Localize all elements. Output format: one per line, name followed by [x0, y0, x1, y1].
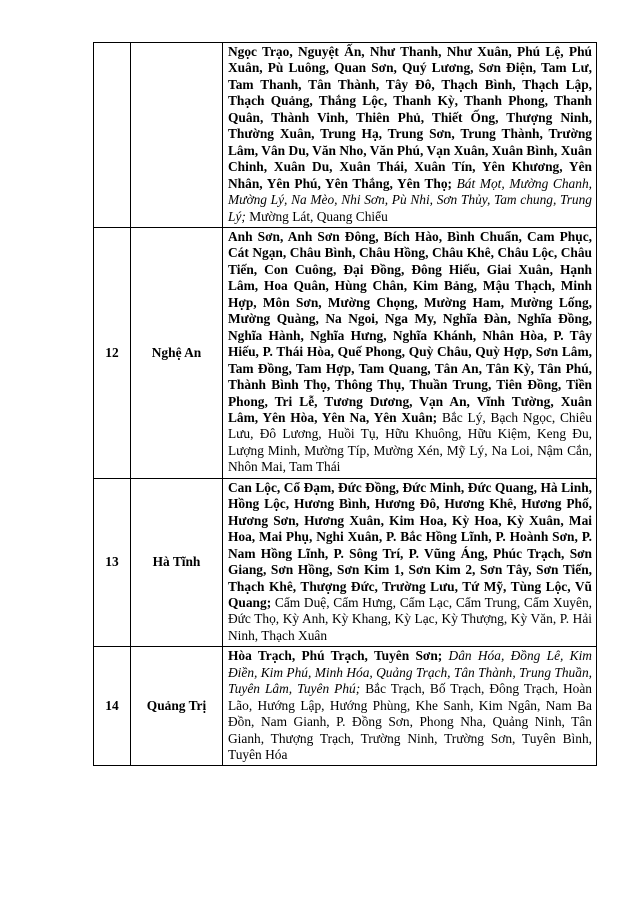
commune-segment-bold: Anh Sơn, Anh Sơn Đông, Bích Hào, Bình Chuẩn, Cam Phục, Cát Ngạn, Châu Bình, Châu Hồng, Châu Khê, Châu Lộc, Châu Tiến, Con Cuông, Đại Đồng, Đông Hiếu, Giai Xuân, Hạnh Lâm, Hoa Quân, Hùng Chân, Kim Bảng, Mậu Thạch, Minh Hợp, Môn Sơn, Mường Chọng, Mường Ham, Mường Lống, Mường Quàng, Na Ngoi, Nga My, Nghĩa Đàn, Nghĩa Đồng, Nghĩa Hành, Nghĩa Hưng, Nghĩa Khánh, Nhân Hòa, P. Tây Hiếu, P. Thái Hòa, Quế Phong, Quỳ Châu, Quỳ Hợp, Sơn Lâm, Tam Đồng, Tam Hợp, Tam Quang, Tân An, Tân Kỳ, Tân Phú, Thành Bình Thọ, Thông Thụ, Thuần Trung, Tiên Đồng, Tiền Phong, Tri Lễ, Tương Dương, Vạn An, Vĩnh Tường, Xuân Lâm, Yên Hòa, Yên Na, Yên Xuân; — [228, 228, 592, 425]
table-row — [94, 478, 597, 647]
commune-list-cell — [223, 647, 597, 766]
commune-segment-italic: Dân Hóa, Đồng Lê, Kim Điền, Kim Phú, Minh Hóa, Quảng Trạch, Tân Thành, Trung Thuần, Tuyên Lâm, Tuyên Phú; — [228, 648, 592, 697]
commune-segment-regular: Mường Lát, Quang Chiểu — [249, 208, 388, 224]
province-name-cell: Nghệ An — [131, 227, 223, 478]
row-number-cell — [94, 43, 131, 228]
commune-segment-regular: Bắc Trạch, Bố Trạch, Đông Trạch, Hoàn Lão, Hướng Lập, Hướng Phùng, Khe Sanh, Kim Ngân, Nam Ba Đồn, Nam Gianh, P. Đồng Sơn, Phong Nha, Quảng Ninh, Tân Gianh, Thượng Trạch, Trường Ninh, Trường Sơn, Tuyên Bình, Tuyên Hóa — [228, 681, 592, 763]
commune-segment-bold: Hòa Trạch, Phú Trạch, Tuyên Sơn; — [228, 648, 443, 664]
commune-segment-bold: Can Lộc, Cổ Đạm, Đức Đồng, Đức Minh, Đức Quang, Hà Linh, Hồng Lộc, Hương Bình, Hương Đô, Hương Khê, Hương Phố, Hương Sơn, Hương Xuân, Kim Hoa, Kỳ Hoa, Kỳ Xuân, Mai Hoa, Mai Phụ, Nghi Xuân, P. Bắc Hồng Lĩnh, P. Hoành Sơn, P. Nam Hồng Lĩnh, P. Sông Trí, P. Vũng Áng, Phúc Trạch, Sơn Giang, Sơn Hồng, Sơn Kim 1, Sơn Kim 2, Sơn Tây, Sơn Tiến, Thạch Khê, Thượng Đức, Trường Lưu, Tứ Mỹ, Tùng Lộc, Vũ Quang; — [228, 479, 592, 610]
commune-list-cell — [223, 227, 597, 478]
row-number-cell: 14 — [94, 647, 131, 766]
province-name-cell: Hà Tĩnh — [131, 478, 223, 647]
row-number-cell: 12 — [94, 227, 131, 478]
table-row — [94, 647, 597, 766]
province-name-cell: Quảng Trị — [131, 647, 223, 766]
table-row — [94, 43, 597, 228]
commune-segment-regular: Cẩm Duệ, Cẩm Hưng, Cẩm Lạc, Cẩm Trung, Cẩm Xuyên, Đức Thọ, Kỳ Anh, Kỳ Khang, Kỳ Lạc, Kỳ Thượng, Kỳ Văn, P. Hải Ninh, Thạch Xuân — [228, 594, 592, 643]
province-name-cell — [131, 43, 223, 228]
commune-list-cell — [223, 43, 597, 228]
row-number-cell: 13 — [94, 478, 131, 647]
commune-segment-italic: Bát Mọt, Mường Chanh, Mường Lý, Na Mèo, Nhi Sơn, Pù Nhi, Sơn Thủy, Tam chung, Trung Lý; — [228, 175, 592, 224]
province-table — [93, 42, 597, 766]
commune-list-cell — [223, 478, 597, 647]
commune-segment-regular: Bắc Lý, Bạch Ngọc, Chiêu Lưu, Đô Lương, Huồi Tụ, Hữu Khuông, Hữu Kiệm, Keng Đu, Lượng Minh, Mường Típ, Mường Xén, Mỹ Lý, Na Loi, Nậm Cắn, Nhôn Mai, Tam Thái — [228, 409, 592, 475]
commune-segment-bold: Ngọc Trạo, Nguyệt Ấn, Như Thanh, Như Xuân, Phú Lệ, Phú Xuân, Pù Luông, Quan Sơn, Quý Lương, Sơn Điện, Tam Lư, Tam Thanh, Tân Thành, Tây Đô, Thạch Bình, Thạch Lập, Thạch Quảng, Thắng Lộc, Thanh Kỳ, Thanh Phong, Thanh Quân, Thành Vinh, Thiên Phủ, Thiết Ống, Thượng Ninh, Thường Xuân, Trung Hạ, Trung Sơn, Trung Thành, Trường Lâm, Vân Du, Văn Nho, Văn Phú, Vạn Xuân, Xuân Bình, Xuân Chinh, Xuân Du, Xuân Thái, Xuân Tín, Yên Khương, Yên Nhân, Yên Phú, Yên Thắng, Yên Thọ; — [228, 44, 592, 191]
province-table-body — [94, 43, 597, 766]
table-row — [94, 227, 597, 478]
